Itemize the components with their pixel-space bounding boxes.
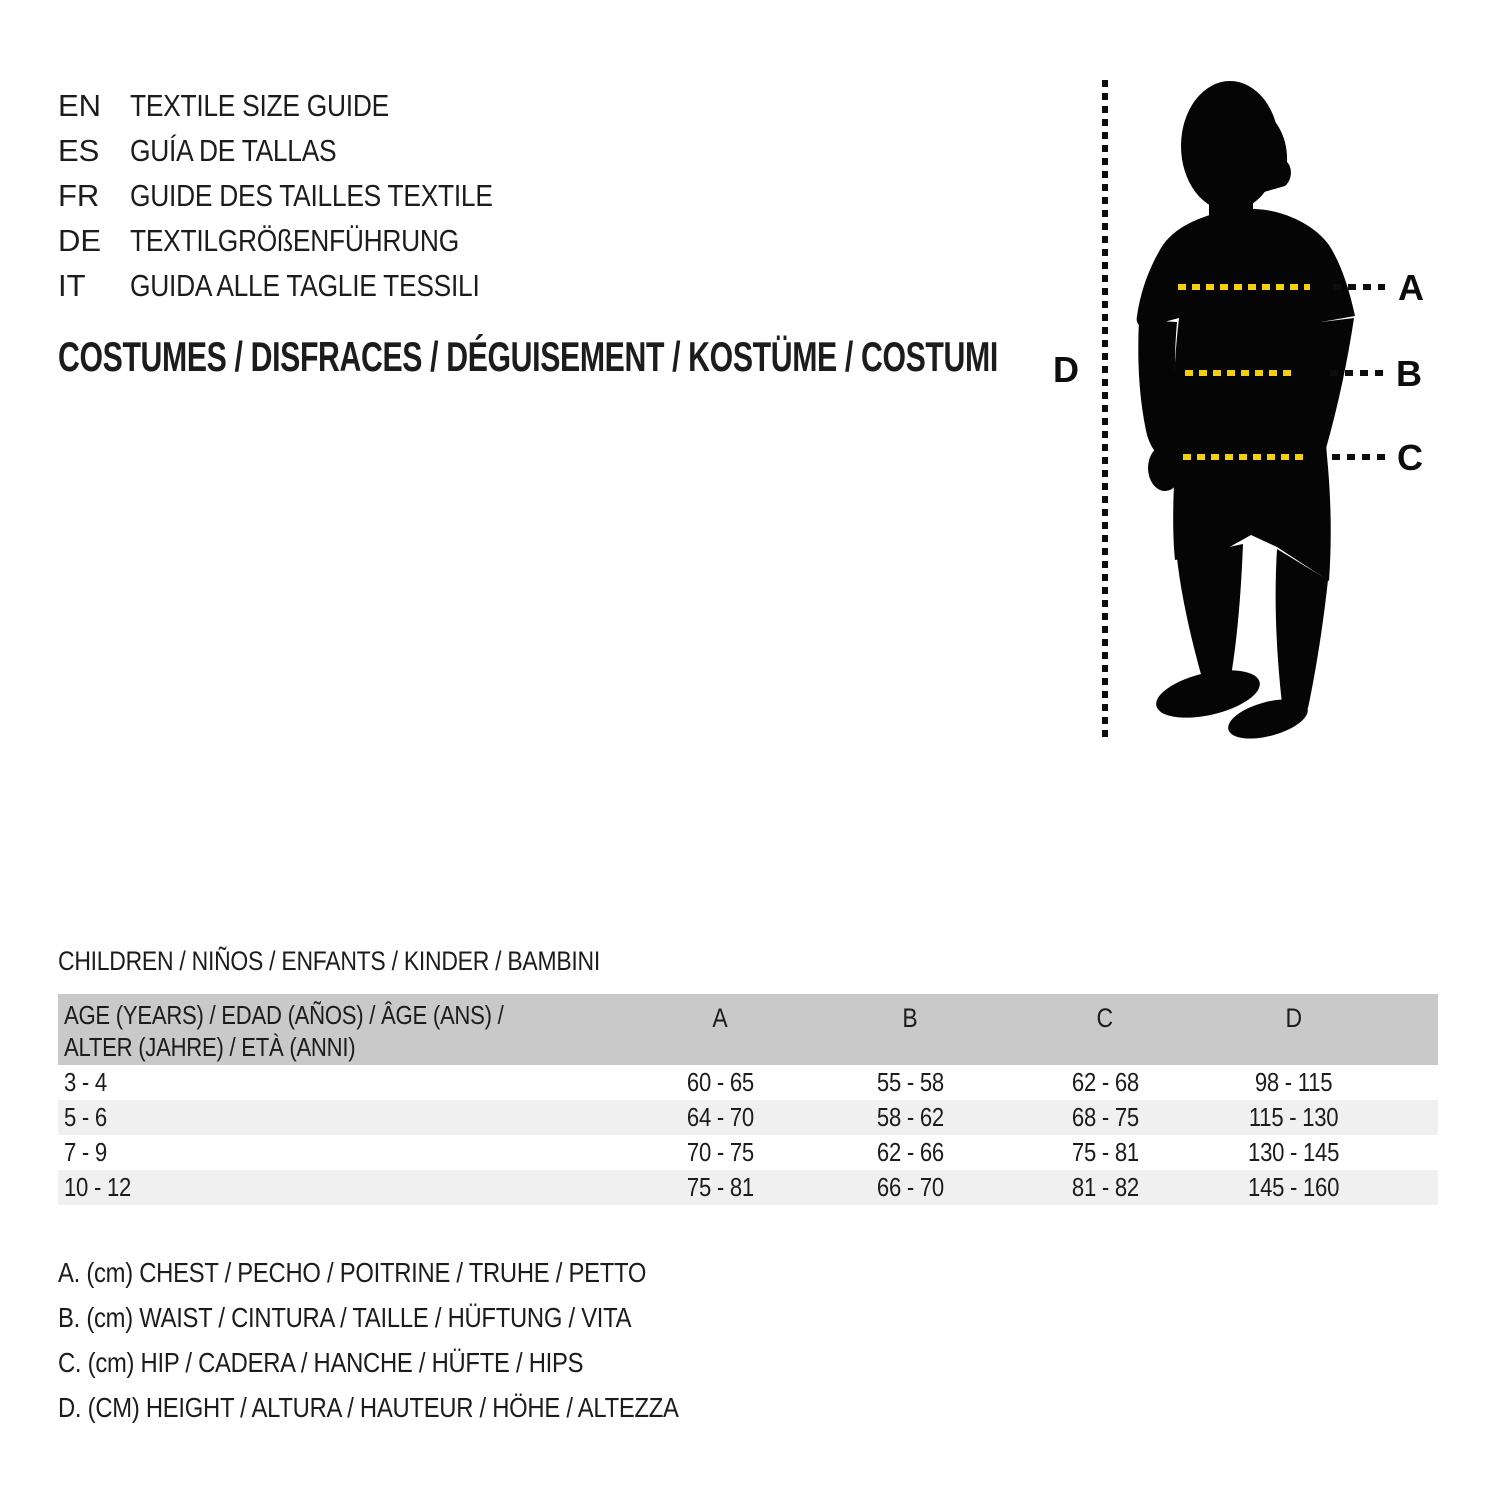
lang-row-es	[58, 128, 557, 173]
column-header-d: D	[1285, 1003, 1303, 1033]
language-title-list	[58, 83, 557, 308]
column-header-b: B	[902, 1003, 918, 1033]
measure-label-chest: A	[1398, 267, 1424, 308]
guide-title-it: GUIDA ALLE TAGLIE TESSILI	[130, 267, 480, 303]
measurement-legend	[58, 1250, 788, 1430]
age-cell: 3 - 4	[64, 1067, 107, 1097]
lang-code-it: IT	[58, 267, 86, 303]
table-row	[58, 1065, 1438, 1100]
age-column-label: AGE (YEARS) / EDAD (AÑOS) / ÂGE (ANS) / ALTER (JAHRE) / ETÀ (ANNI)	[64, 1000, 504, 1062]
measure-label-height: D	[1053, 349, 1079, 390]
hip-cell: 62 - 68	[1071, 1067, 1139, 1097]
child-silhouette-figure	[1125, 70, 1405, 742]
size-table	[58, 994, 1438, 1205]
guide-title-es: GUÍA DE TALLAS	[130, 132, 337, 168]
legend-hip: C. (cm) HIP / CADERA / HANCHE / HÜFTE / HIPS	[58, 1346, 584, 1378]
guide-title-en: TEXTILE SIZE GUIDE	[130, 87, 389, 123]
guide-title-fr: GUIDE DES TAILLES TEXTILE	[130, 177, 493, 213]
chest-cell: 70 - 75	[686, 1137, 754, 1167]
column-header-a: A	[712, 1003, 728, 1033]
waist-cell: 62 - 66	[876, 1137, 944, 1167]
waist-cell: 58 - 62	[876, 1102, 944, 1132]
column-header-c: C	[1096, 1003, 1114, 1033]
lang-code-de: DE	[58, 222, 102, 258]
height-cell: 115 - 130	[1249, 1102, 1339, 1132]
waist-cell: 66 - 70	[876, 1172, 944, 1202]
hip-cell: 68 - 75	[1071, 1102, 1139, 1132]
table-row	[58, 1135, 1438, 1170]
measure-label-hip: C	[1397, 437, 1423, 478]
height-cell: 98 - 115	[1255, 1067, 1333, 1097]
legend-waist: B. (cm) WAIST / CINTURA / TAILLE / HÜFTUNG / VITA	[58, 1301, 632, 1333]
hip-cell: 81 - 82	[1071, 1172, 1139, 1202]
age-cell: 10 - 12	[64, 1172, 132, 1202]
height-measure-dashed-line	[1102, 80, 1108, 738]
lang-row-en	[58, 83, 557, 128]
guide-title-de: TEXTILGRÖßENFÜHRUNG	[130, 222, 459, 258]
age-cell: 7 - 9	[64, 1137, 107, 1167]
measure-label-waist: B	[1396, 353, 1422, 394]
hip-cell: 75 - 81	[1071, 1137, 1139, 1167]
lang-row-de	[58, 218, 557, 263]
table-header-row	[58, 994, 1438, 1065]
child-silhouette	[1137, 81, 1355, 742]
table-section-title: CHILDREN / NIÑOS / ENFANTS / KINDER / BAMBINI	[58, 946, 600, 976]
chest-cell: 75 - 81	[686, 1172, 754, 1202]
legend-height: D. (CM) HEIGHT / ALTURA / HAUTEUR / HÖHE / ALTEZZA	[58, 1391, 679, 1423]
lang-code-es: ES	[58, 132, 100, 168]
chest-cell: 64 - 70	[686, 1102, 754, 1132]
waist-cell: 55 - 58	[876, 1067, 944, 1097]
age-cell: 5 - 6	[64, 1102, 107, 1132]
chest-cell: 60 - 65	[686, 1067, 754, 1097]
lang-row-fr	[58, 173, 557, 218]
lang-row-it	[58, 263, 557, 308]
lang-code-fr: FR	[58, 177, 100, 213]
table-row	[58, 1100, 1438, 1135]
legend-chest: A. (cm) CHEST / PECHO / POITRINE / TRUHE / PETTO	[58, 1256, 647, 1288]
table-row	[58, 1170, 1438, 1205]
lang-code-en: EN	[58, 87, 102, 123]
category-title: COSTUMES / DISFRACES / DÉGUISEMENT / KOSTÜME / COSTUMI	[58, 332, 998, 380]
height-cell: 130 - 145	[1248, 1137, 1340, 1167]
height-cell: 145 - 160	[1248, 1172, 1340, 1202]
